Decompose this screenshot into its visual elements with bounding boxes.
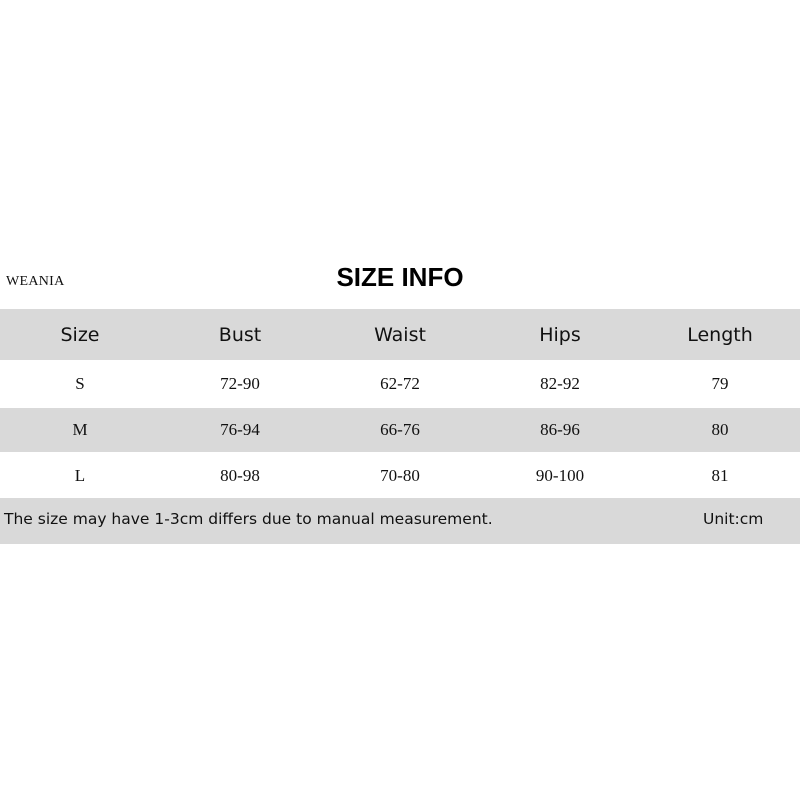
page-title: SIZE INFO bbox=[336, 262, 464, 292]
table-header-row bbox=[0, 307, 800, 360]
brand-logo: WEANIA bbox=[6, 274, 65, 289]
header-bust: Bust bbox=[218, 323, 262, 346]
cell-size: L bbox=[74, 466, 86, 485]
cell-length: 80 bbox=[711, 420, 729, 439]
cell-waist: 66-76 bbox=[380, 420, 420, 439]
cell-size: M bbox=[72, 420, 88, 439]
cell-length: 79 bbox=[711, 374, 729, 393]
header-waist: Waist bbox=[374, 323, 426, 346]
cell-hips: 90-100 bbox=[535, 466, 585, 485]
cell-waist: 70-80 bbox=[380, 466, 420, 485]
header-hips: Hips bbox=[539, 323, 581, 346]
cell-hips: 86-96 bbox=[540, 420, 580, 439]
table-row bbox=[0, 452, 800, 498]
header-size: Size bbox=[60, 323, 100, 346]
cell-hips: 82-92 bbox=[540, 374, 580, 393]
cell-waist: 62-72 bbox=[380, 374, 420, 393]
cell-bust: 80-98 bbox=[220, 466, 260, 485]
measurement-note: The size may have 1-3cm differs due to manual measurement. bbox=[4, 510, 493, 528]
footer-note-row bbox=[0, 498, 800, 544]
cell-size: S bbox=[75, 374, 85, 393]
cell-bust: 76-94 bbox=[220, 420, 260, 439]
table-row bbox=[0, 360, 800, 406]
cell-length: 81 bbox=[711, 466, 729, 485]
size-table bbox=[0, 307, 800, 498]
header-length: Length bbox=[687, 323, 753, 346]
unit-label: Unit:cm bbox=[703, 510, 764, 528]
cell-bust: 72-90 bbox=[220, 374, 260, 393]
table-row bbox=[0, 406, 800, 452]
